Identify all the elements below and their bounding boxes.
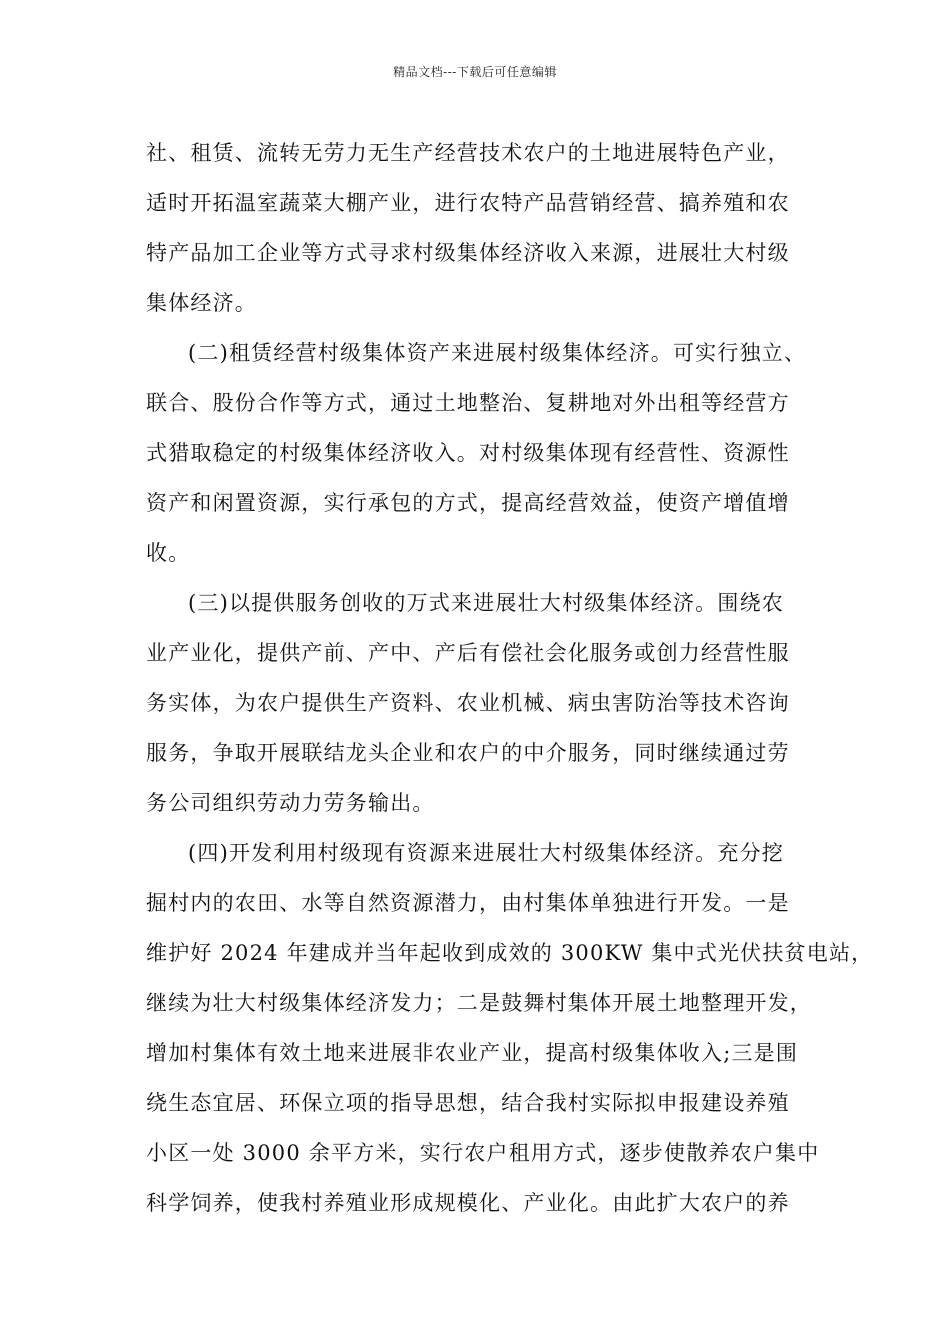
paragraph-1-line-3: 特产品加工企业等方式寻求村级集体经济收入来源，进展壮大村级 <box>146 241 790 265</box>
paragraph-3-line-4: 服务，争取开展联结龙头企业和农户的中介服务，同时继续通过劳 <box>146 741 790 765</box>
paragraph-2-line-4: 资产和闲置资源，实行承包的方式，提高经营效益，使资产增值增 <box>146 491 790 515</box>
paragraph-2-line-5: 收。 <box>146 541 191 565</box>
paragraph-3-line-2: 业产业化，提供产前、产中、产后有偿社会化服务或创力经营性服 <box>146 641 790 665</box>
paragraph-4-line-6: 绕生态宜居、环保立项的指导思想，结合我村实际拟申报建设养殖 <box>146 1091 790 1115</box>
paragraph-1-line-2: 适时开拓温室蔬菜大棚产业，进行农特产品营销经营、搞养殖和农 <box>146 191 790 215</box>
paragraph-1-line-4: 集体经济。 <box>146 291 257 315</box>
paragraph-3-line-3: 务实体，为农户提供生产资料、农业机械、病虫害防治等技术咨询 <box>146 691 790 715</box>
paragraph-3-line-1: (三)以提供服务创收的万式来进展壮大村级集体经济。围绕农 <box>188 591 784 615</box>
paragraph-3-line-5: 务公司组织劳动力劳务输出。 <box>146 791 435 815</box>
paragraph-4-line-3: 维护好 2024 年建成并当年起收到成效的 300KW 集中式光伏扶贫电站， <box>146 941 874 965</box>
paragraph-4-line-1: (四)开发利用村级现有资源来进展壮大村级集体经济。充分挖 <box>188 841 784 865</box>
paragraph-4-line-2: 掘村内的农田、水等自然资源潜力，由村集体单独进行开发。一是 <box>146 891 790 915</box>
paragraph-2-line-1: (二)租赁经营村级集体资产来进展村级集体经济。可实行独立、 <box>188 341 807 365</box>
paragraph-2-line-3: 式猎取稳定的村级集体经济收入。对村级集体现有经营性、资源性 <box>146 441 790 465</box>
paragraph-2-line-2: 联合、股份合作等方式，通过土地整治、复耕地对外出租等经营方 <box>146 391 790 415</box>
paragraph-4-line-7: 小区一处 3000 余平方米，实行农户租用方式，逐步使散养农户集中 <box>146 1141 820 1165</box>
paragraph-4-line-8: 科学饲养，使我村养殖业形成规模化、产业化。由此扩大农户的养 <box>146 1191 790 1215</box>
paragraph-1-line-1: 社、租赁、流转无劳力无生产经营技术农户的土地进展特色产业， <box>146 141 790 165</box>
document-body <box>146 128 874 1228</box>
paragraph-4-line-4: 继续为壮大村级集体经济发力；二是鼓舞村集体开展土地整理开发， <box>146 991 812 1015</box>
page-header: 精品文档---下载后可任意编辑 <box>393 65 557 79</box>
paragraph-4-line-5: 增加村集体有效土地来进展非农业产业，提高村级集体收入;三是围 <box>146 1041 799 1065</box>
